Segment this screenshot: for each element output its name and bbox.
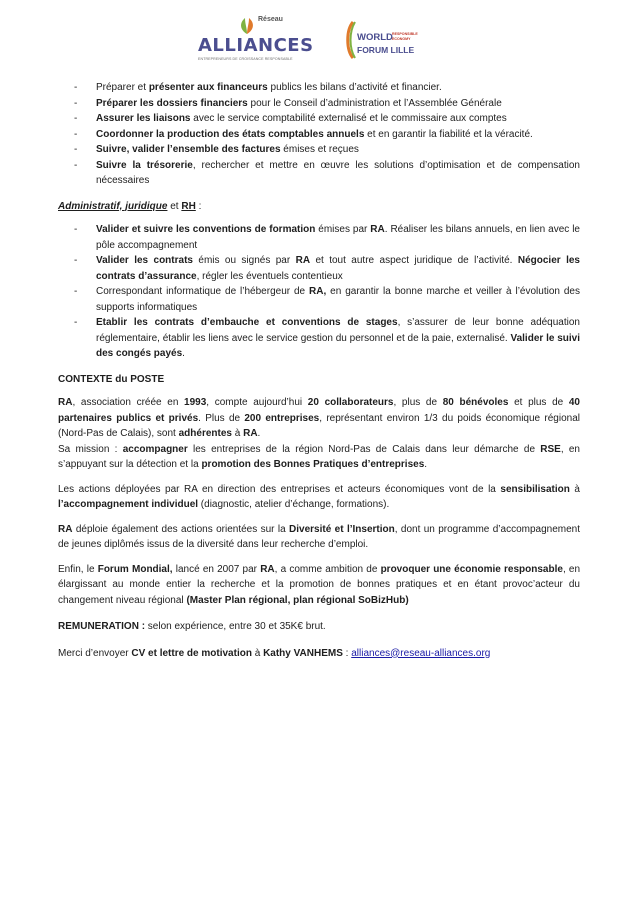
world-forum-logo bbox=[344, 16, 444, 68]
contexte-heading: CONTEXTE du POSTE bbox=[58, 373, 165, 385]
paragraph-forum: Enfin, le Forum Mondial, lancé en 2007 par RA, a comme ambition de provoquer une économie responsable, en élargissant au monde entier la recherche et la promotion de bonnes pratiques et en étant provoc’acteur du changement niveau régional (Master Plan régional, plan régional SoBizHub) bbox=[58, 563, 581, 606]
list-item: - Coordonner la production des états comptables annuels et en garantir la fiabilité et la véracité. bbox=[58, 127, 580, 143]
list-item: - Suivre, valider l’ensemble des factures émises et reçues bbox=[58, 142, 580, 158]
ra-big-text: ALLIANCES bbox=[198, 35, 314, 56]
ra-tagline: ENTREPRENEURS DE CROISSANCE RESPONSABLE bbox=[198, 57, 293, 61]
wf-side2: ECONOMY bbox=[392, 36, 411, 41]
paragraph-contact: Merci d’envoyer CV et lettre de motivation à Kathy VANHEMS : alliances@reseau-alliances.org bbox=[58, 647, 491, 659]
admin-list bbox=[58, 222, 580, 362]
wf-side1: RESPONSIBLE bbox=[392, 32, 418, 36]
paragraph-ra: RA, association créée en 1993, compte aujourd’hui 20 collaborateurs, plus de 80 bénévoles et plus de 40 partenaires publics et privés. Plus de 200 entreprises, représentant environ 1/3 du poids économique régional (Nord-Pas de Calais), sont adhérentes à RA. bbox=[58, 397, 580, 439]
list-item: - Valider les contrats émis ou signés par RA et tout autre aspect juridique de l’activité. Négocier les contrats d’assurance, régler les éventuels contentieux bbox=[58, 253, 580, 284]
list-item: - Valider et suivre les conventions de formation émises par RA. Réaliser les bilans annuels, en lien avec le pôle accompagnement bbox=[58, 222, 580, 253]
list-item: - Assurer les liaisons avec le service comptabilité externalisé et le commissaire aux comptes bbox=[58, 111, 580, 127]
list-item: - Suivre la trésorerie, rechercher et mettre en œuvre les solutions d’optimisation et de compensation nécessaires bbox=[58, 158, 580, 189]
email-link[interactable]: alliances@reseau-alliances.org bbox=[351, 647, 491, 659]
list-item: - Préparer les dossiers financiers pour le Conseil d’administration et l’Assemblée Générale bbox=[58, 96, 580, 112]
document-body bbox=[58, 80, 580, 661]
paragraph-mission: Sa mission : accompagner les entreprises de la région Nord-Pas de Calais dans leur démarche de RSE, en s’appuyant sur la détection et la promotion des Bonnes Pratiques d’entreprises. bbox=[58, 443, 580, 470]
wf-line2: FORUM LILLE bbox=[357, 45, 415, 55]
header-logos bbox=[0, 12, 638, 70]
ra-small-text: Réseau bbox=[258, 16, 283, 23]
paragraph-remuneration: REMUNERATION : selon expérience, entre 30 et 35K€ brut. bbox=[58, 621, 326, 632]
list-item: - Etablir les contrats d’embauche et conventions de stages, s’assurer de leur bonne adéquation réglementaire, établir les liens avec le service gestion du personnel et de la paie, externalisé. Valider le suivi des congés payés. bbox=[58, 315, 580, 362]
list-item: - Correspondant informatique de l’hébergeur de RA, en garantir la bonne marche et veiller à l’évolution des supports informatiques bbox=[58, 284, 580, 315]
reseau-alliances-logo bbox=[198, 16, 324, 68]
paragraph-diversite: RA déploie également des actions orientées sur la Diversité et l’Insertion, dont un programme d’accompagnement de jeunes diplômés issus de la diversité dans leur recherche d’emploi. bbox=[58, 523, 581, 550]
finance-list bbox=[58, 80, 580, 189]
list-item: - Préparer et présenter aux financeurs publics les bilans d’activité et financier. bbox=[58, 80, 580, 96]
admin-heading: Administratif, juridique et RH : bbox=[58, 200, 202, 212]
paragraph-actions: Les actions déployées par RA en direction des entreprises et acteurs économiques vont de la sensibilisation à l’accompagnement individuel (diagnostic, atelier d’échange, formations). bbox=[58, 483, 580, 510]
wf-line1: WORLD bbox=[357, 32, 393, 43]
leaf-icon bbox=[236, 16, 258, 36]
wf-side-text bbox=[392, 32, 418, 41]
